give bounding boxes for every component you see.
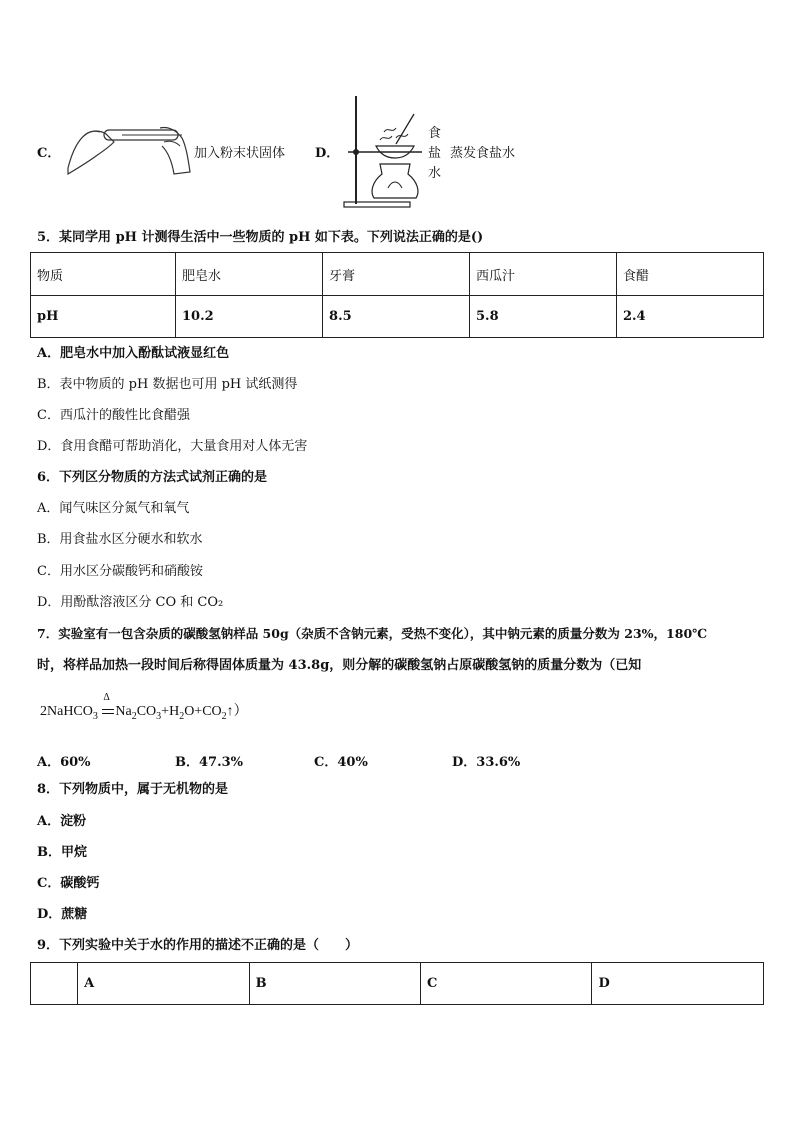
formula-subscript: 2 — [131, 710, 137, 722]
formula-condition: Δ — [103, 692, 110, 703]
q5-row-cell: 2.4 — [616, 296, 763, 338]
q9-header-cell: A — [78, 963, 249, 1005]
q7-option-a: A．60% — [37, 755, 91, 770]
q7-option-b: B．47.3% — [175, 755, 244, 770]
option-d-caption: 蒸发食盐水 — [450, 146, 516, 161]
q5-row-cell: 10.2 — [175, 296, 322, 338]
q9-header-cell: D — [592, 963, 764, 1005]
option-c-letter: C． — [37, 146, 61, 161]
evaporation-apparatus-icon — [340, 92, 426, 210]
formula-subscript: 2 — [221, 710, 227, 722]
q5-row-cell: pH — [31, 296, 176, 338]
salt-water-label-char-3: 水 — [428, 166, 442, 181]
q9-stem: 9．下列实验中关于水的作用的描述不正确的是（ ） — [37, 938, 359, 953]
q5-row-cell: 8.5 — [323, 296, 470, 338]
q7-line-2: 时，将样品加热一段时间后称得固体质量为 43.8g，则分解的碳酸氢钠占原碳酸氢钠的质量分数为（已知 — [37, 658, 642, 673]
q5-option-b: B．表中物质的 pH 数据也可用 pH 试纸测得 — [37, 377, 298, 392]
formula-subscript: 3 — [156, 710, 162, 722]
q9-header-cell: B — [249, 963, 420, 1005]
formula-part: 2NaHCO — [40, 704, 93, 719]
option-d-letter: D． — [315, 146, 340, 161]
q9-header-cell — [31, 963, 78, 1005]
q7-option-d: D．33.6% — [452, 755, 521, 770]
q7-option-c: C．40% — [314, 755, 368, 770]
formula-subscript: 2 — [179, 710, 185, 722]
formula-part: CO — [136, 704, 157, 719]
q5-row-cell: 5.8 — [470, 296, 617, 338]
q9-table — [30, 962, 764, 1005]
q6-option-b: B．用食盐水区分硬水和软水 — [37, 532, 203, 547]
q8-option-d: D．蔗糖 — [37, 907, 88, 922]
formula-subscript: 3 — [92, 710, 98, 722]
q7-line-1: 7．实验室有一包含杂质的碳酸氢钠样品 50g（杂质不含钠元素，受热不变化），其中钠元素的质量分数为 23%，180℃ — [37, 626, 708, 641]
q6-option-c: C．用水区分碳酸钙和硝酸铵 — [37, 564, 203, 579]
q5-option-a: A．肥皂水中加入酚酞试液显红色 — [37, 346, 230, 361]
q5-header-cell: 西瓜汁 — [470, 253, 617, 296]
test-tube-hands-icon — [64, 118, 192, 176]
q8-option-a: A．淀粉 — [37, 814, 87, 829]
formula-part: O+CO — [184, 704, 222, 719]
option-c-caption: 加入粉末状固体 — [194, 146, 286, 161]
q8-stem: 8．下列物质中，属于无机物的是 — [37, 782, 229, 797]
formula-part: Na — [115, 704, 132, 719]
q5-ph-table — [30, 252, 764, 338]
formula-part: +H — [161, 704, 180, 719]
q6-option-d: D．用酚酞溶液区分 CO 和 CO₂ — [37, 595, 224, 610]
q8-option-c: C．碳酸钙 — [37, 876, 100, 891]
salt-water-label-char-1: 食 — [428, 126, 442, 141]
q5-header-cell: 肥皂水 — [175, 253, 322, 296]
q6-stem: 6．下列区分物质的方法式试剂正确的是 — [37, 470, 268, 485]
formula-part: ↑） — [226, 704, 248, 719]
q7-reaction-formula — [40, 692, 248, 722]
q5-option-d: D．食用食醋可帮助消化，大量食用对人体无害 — [37, 439, 308, 454]
q5-header-cell: 物质 — [31, 253, 176, 296]
q5-header-cell: 牙膏 — [323, 253, 470, 296]
q5-option-c: C．西瓜汁的酸性比食醋强 — [37, 408, 190, 423]
q5-header-cell: 食醋 — [616, 253, 763, 296]
q9-header-cell: C — [421, 963, 592, 1005]
q6-option-a: A．闻气味区分氮气和氧气 — [37, 501, 190, 516]
q5-stem: 5．某同学用 pH 计测得生活中一些物质的 pH 如下表。下列说法正确的是() — [37, 230, 484, 245]
salt-water-label-char-2: 盐 — [428, 146, 442, 161]
q8-option-b: B．甲烷 — [37, 845, 87, 860]
